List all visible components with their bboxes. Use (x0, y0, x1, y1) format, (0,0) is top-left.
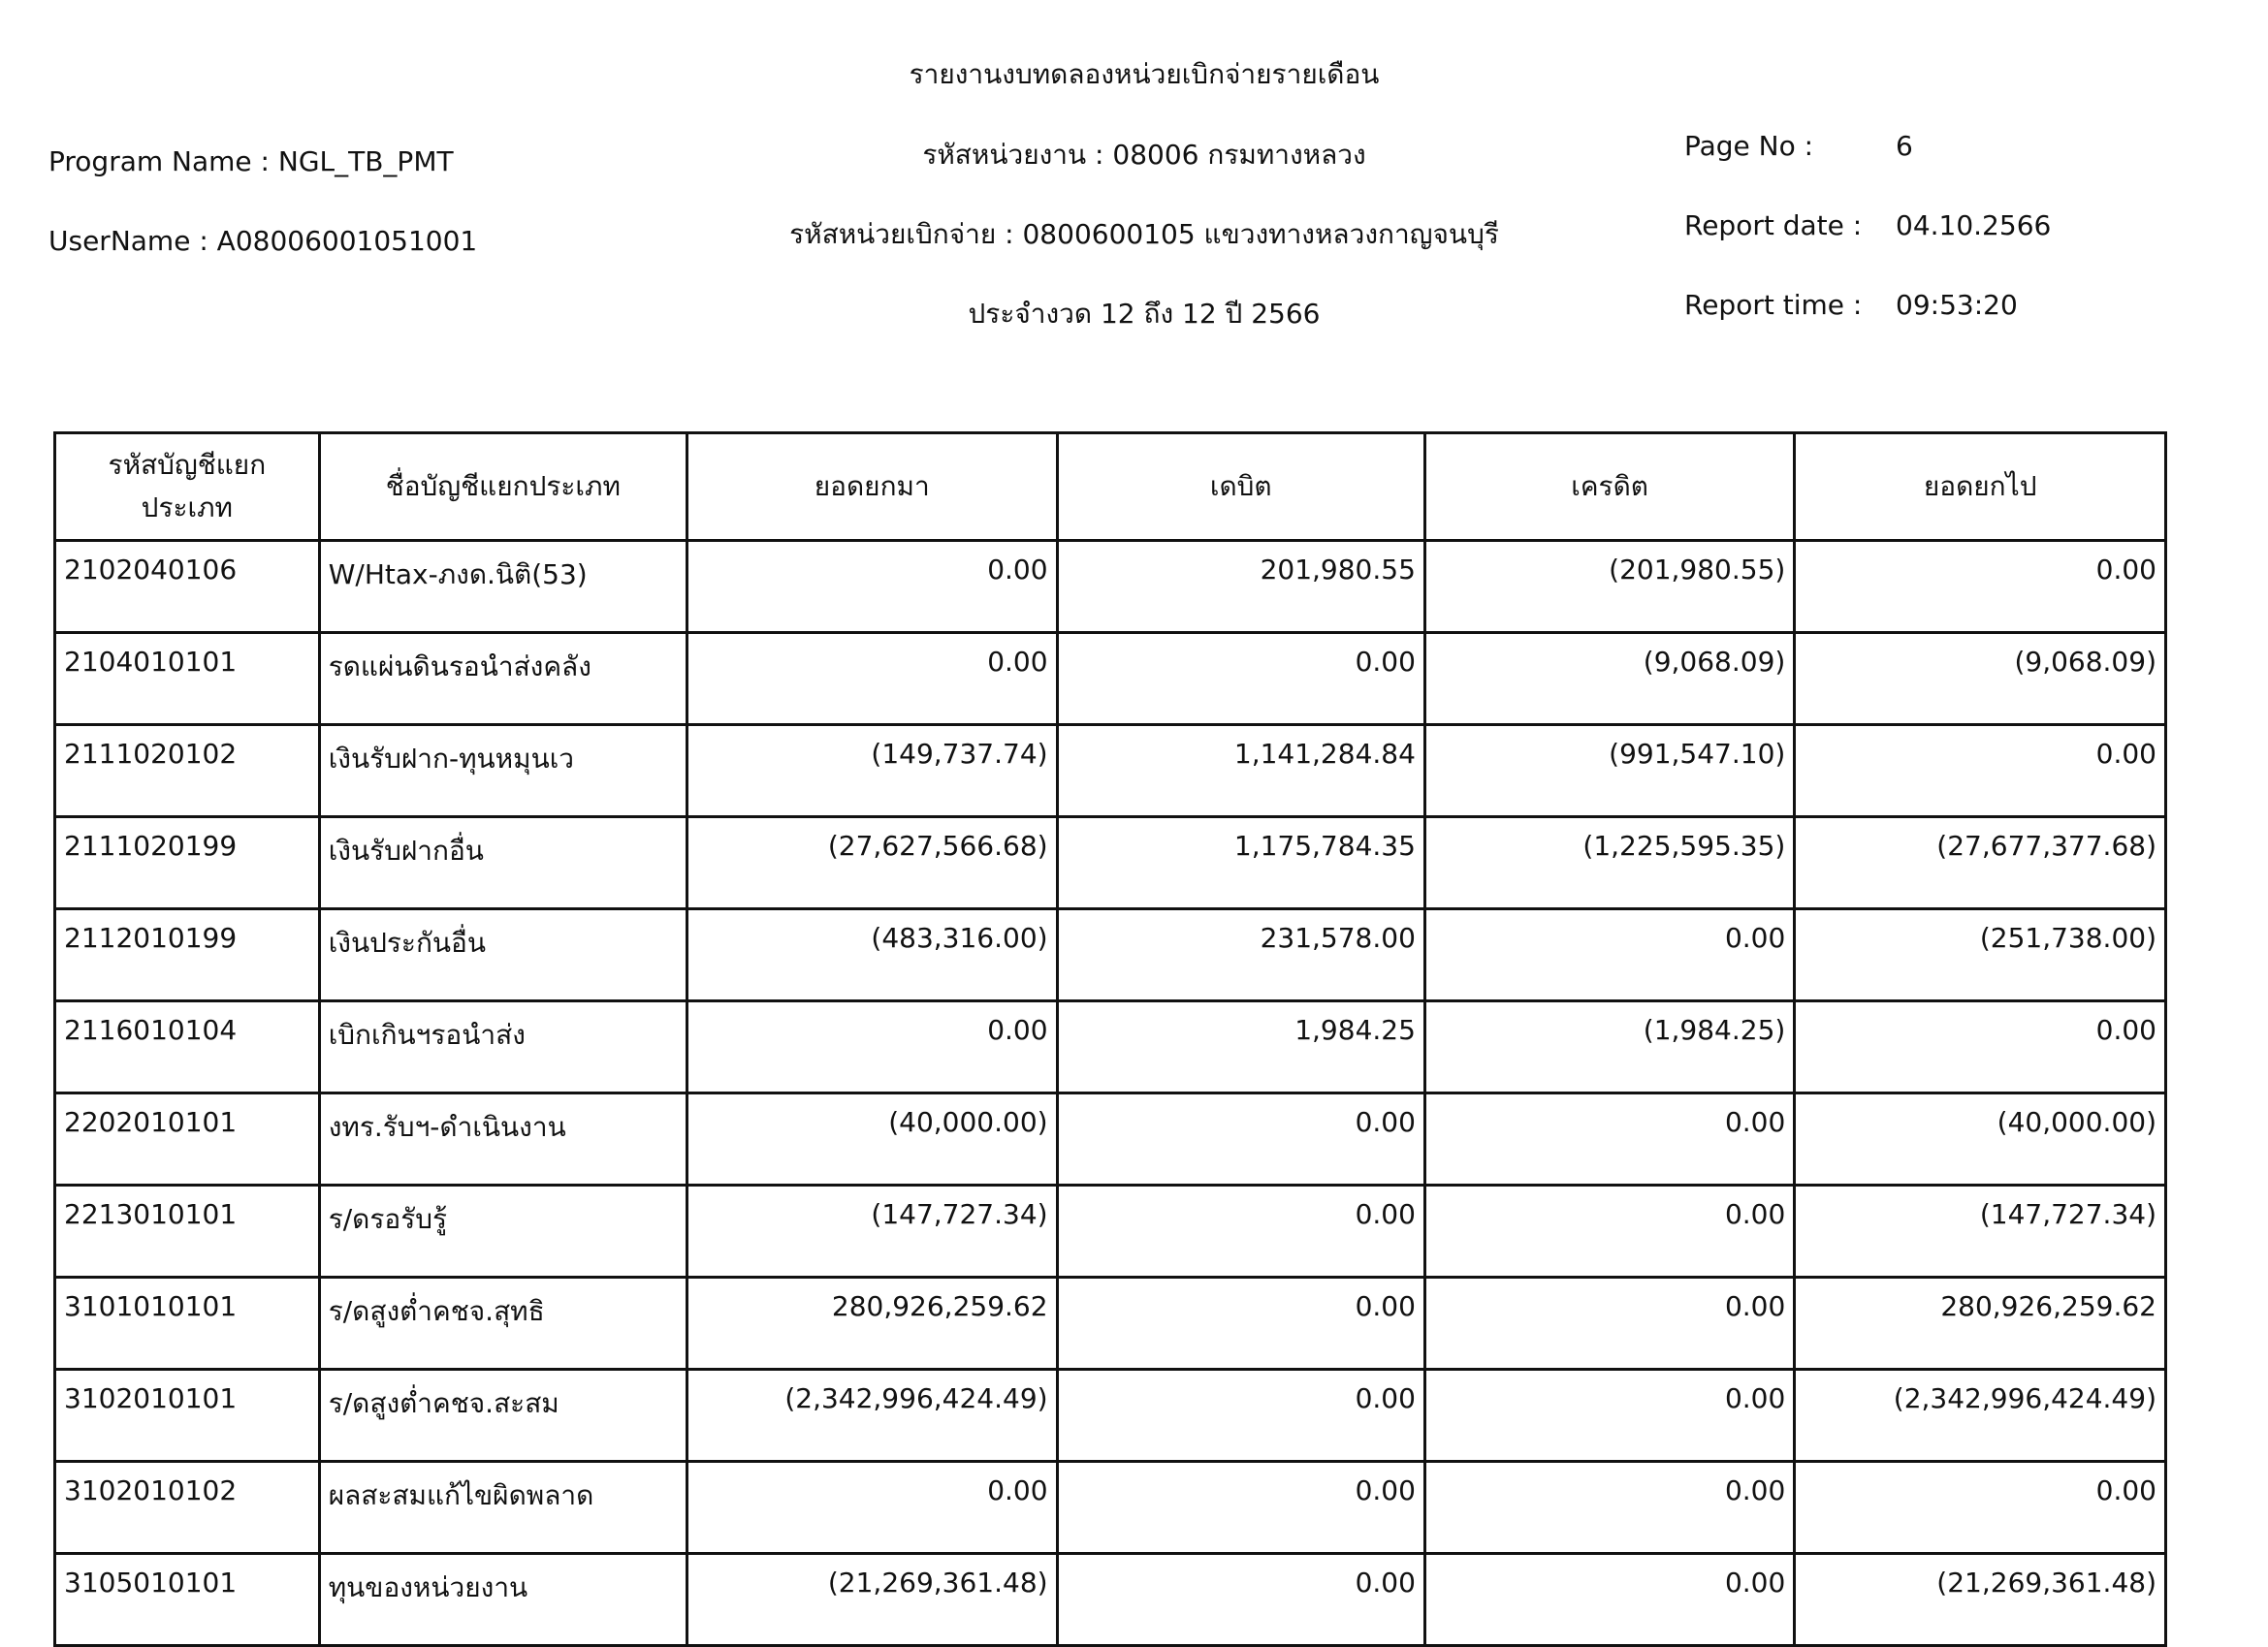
debit: 0.00 (1057, 1554, 1424, 1646)
account-name: เงินรับฝาก-ทุนหมุนเว (319, 725, 687, 817)
debit: 0.00 (1057, 1278, 1424, 1370)
carried-forward: 0.00 (1795, 725, 2166, 817)
page-no-label: Page No : (1684, 130, 1814, 162)
table-row (55, 541, 2166, 633)
credit: (1,984.25) (1424, 1001, 1794, 1093)
credit: 0.00 (1424, 1370, 1794, 1462)
report-time-label: Report time : (1684, 289, 1863, 321)
disbursing-unit: รหัสหน่วยเบิกจ่าย : 0800600105 แขวงทางหลวงกาญจนบุรี (789, 218, 1499, 250)
account-code: 2111020102 (55, 725, 320, 817)
debit: 231,578.00 (1057, 909, 1424, 1001)
account-name: ร/ดรอรับรู้ (319, 1186, 687, 1278)
carried-forward: 0.00 (1795, 1001, 2166, 1093)
debit: 0.00 (1057, 1186, 1424, 1278)
credit: (1,225,595.35) (1424, 817, 1794, 909)
credit: (991,547.10) (1424, 725, 1794, 817)
brought-forward: 0.00 (687, 541, 1057, 633)
account-name: ผลสะสมแก้ไขผิดพลาด (319, 1462, 687, 1554)
account-code: 2116010104 (55, 1001, 320, 1093)
carried-forward: (251,738.00) (1795, 909, 2166, 1001)
brought-forward: (27,627,566.68) (687, 817, 1057, 909)
table-row (55, 909, 2166, 1001)
table-row (55, 1186, 2166, 1278)
carried-forward: 0.00 (1795, 541, 2166, 633)
credit: 0.00 (1424, 1186, 1794, 1278)
report-time: 09:53:20 (1896, 289, 2018, 321)
report-date-label: Report date : (1684, 209, 1863, 241)
credit: (201,980.55) (1424, 541, 1794, 633)
credit: 0.00 (1424, 1278, 1794, 1370)
account-code: 3105010101 (55, 1554, 320, 1646)
account-name: เบิกเกินฯรอนำส่ง (319, 1001, 687, 1093)
account-code: 2213010101 (55, 1186, 320, 1278)
column-header: รหัสบัญชีแยกประเภท (55, 433, 320, 541)
account-name: ทุนของหน่วยงาน (319, 1554, 687, 1646)
table-row (55, 1278, 2166, 1370)
table-row (55, 633, 2166, 725)
account-code: 2112010199 (55, 909, 320, 1001)
user-name: UserName : A08006001051001 (48, 225, 478, 257)
carried-forward: (27,677,377.68) (1795, 817, 2166, 909)
credit: 0.00 (1424, 1554, 1794, 1646)
column-header: ยอดยกไป (1795, 433, 2166, 541)
trial-balance-table (53, 431, 2167, 1647)
account-code: 2104010101 (55, 633, 320, 725)
table-row (55, 1462, 2166, 1554)
table-row (55, 725, 2166, 817)
carried-forward: 0.00 (1795, 1462, 2166, 1554)
column-header: เครดิต (1424, 433, 1794, 541)
brought-forward: (2,342,996,424.49) (687, 1370, 1057, 1462)
account-code: 2111020199 (55, 817, 320, 909)
account-code: 2202010101 (55, 1093, 320, 1186)
brought-forward: (40,000.00) (687, 1093, 1057, 1186)
carried-forward: (40,000.00) (1795, 1093, 2166, 1186)
account-name: งทร.รับฯ-ดำเนินงาน (319, 1093, 687, 1186)
table-row (55, 817, 2166, 909)
period: ประจำงวด 12 ถึง 12 ปี 2566 (968, 298, 1321, 330)
agency: รหัสหน่วยงาน : 08006 กรมทางหลวง (922, 139, 1366, 171)
page-no: 6 (1896, 130, 1913, 162)
credit: 0.00 (1424, 1462, 1794, 1554)
account-name: รดแผ่นดินรอนำส่งคลัง (319, 633, 687, 725)
column-header: เดบิต (1057, 433, 1424, 541)
report-title: รายงานงบทดลองหน่วยเบิกจ่ายรายเดือน (909, 58, 1380, 90)
brought-forward: 0.00 (687, 1462, 1057, 1554)
account-name: เงินประกันอื่น (319, 909, 687, 1001)
report-date: 04.10.2566 (1896, 209, 2052, 241)
brought-forward: 0.00 (687, 1001, 1057, 1093)
table-row (55, 1001, 2166, 1093)
account-code: 3102010101 (55, 1370, 320, 1462)
debit: 1,175,784.35 (1057, 817, 1424, 909)
debit: 0.00 (1057, 633, 1424, 725)
account-code: 3102010102 (55, 1462, 320, 1554)
brought-forward: (149,737.74) (687, 725, 1057, 817)
table-header-row (55, 433, 2166, 541)
account-name: เงินรับฝากอื่น (319, 817, 687, 909)
carried-forward: (2,342,996,424.49) (1795, 1370, 2166, 1462)
debit: 0.00 (1057, 1462, 1424, 1554)
carried-forward: (147,727.34) (1795, 1186, 2166, 1278)
brought-forward: 280,926,259.62 (687, 1278, 1057, 1370)
table-row (55, 1370, 2166, 1462)
account-name: W/Htax-ภงด.นิติ(53) (319, 541, 687, 633)
credit: (9,068.09) (1424, 633, 1794, 725)
account-code: 3101010101 (55, 1278, 320, 1370)
debit: 201,980.55 (1057, 541, 1424, 633)
debit: 1,984.25 (1057, 1001, 1424, 1093)
brought-forward: (21,269,361.48) (687, 1554, 1057, 1646)
debit: 1,141,284.84 (1057, 725, 1424, 817)
program-name: Program Name : NGL_TB_PMT (48, 145, 454, 177)
column-header: ยอดยกมา (687, 433, 1057, 541)
account-code: 2102040106 (55, 541, 320, 633)
column-header: ชื่อบัญชีแยกประเภท (319, 433, 687, 541)
carried-forward: 280,926,259.62 (1795, 1278, 2166, 1370)
carried-forward: (9,068.09) (1795, 633, 2166, 725)
account-name: ร/ดสูงต่ำคชจ.สุทธิ (319, 1278, 687, 1370)
brought-forward: (483,316.00) (687, 909, 1057, 1001)
account-name: ร/ดสูงต่ำคชจ.สะสม (319, 1370, 687, 1462)
brought-forward: 0.00 (687, 633, 1057, 725)
credit: 0.00 (1424, 1093, 1794, 1186)
table-row (55, 1554, 2166, 1646)
debit: 0.00 (1057, 1370, 1424, 1462)
credit: 0.00 (1424, 909, 1794, 1001)
table-row (55, 1093, 2166, 1186)
brought-forward: (147,727.34) (687, 1186, 1057, 1278)
debit: 0.00 (1057, 1093, 1424, 1186)
carried-forward: (21,269,361.48) (1795, 1554, 2166, 1646)
